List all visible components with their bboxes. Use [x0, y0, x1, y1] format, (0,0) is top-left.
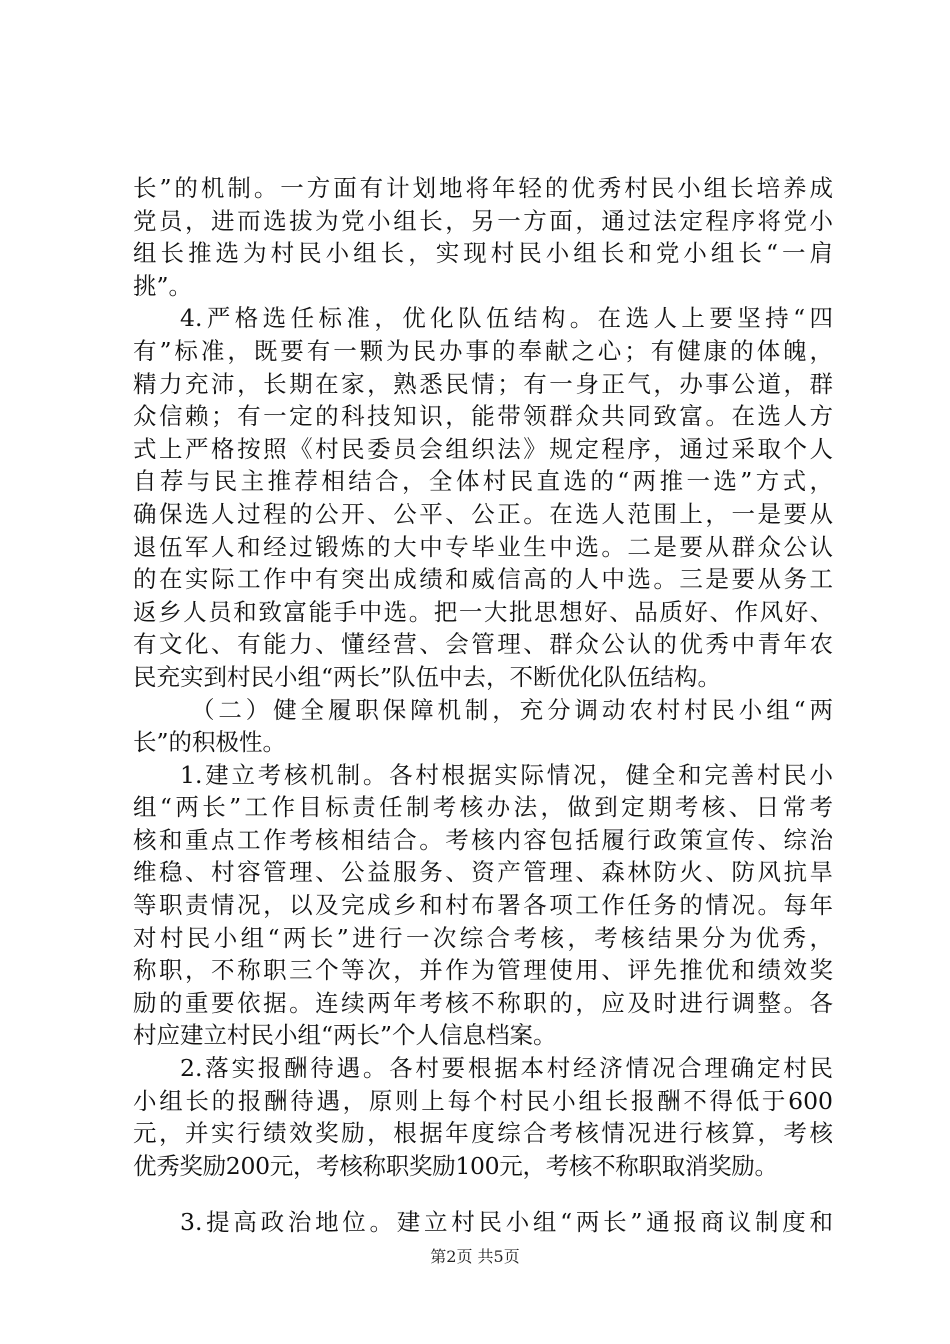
document-body: [133, 172, 833, 1239]
text-line: 的在实际工作中有突出成绩和威信高的人中选。三是要从务工: [133, 565, 833, 594]
text-line: 优秀奖励200元，考核称职奖励100元，考核不称职取消奖励。: [133, 1151, 778, 1180]
text-line: 自荐与民主推荐相结合，全体村民直选的“两推一选”方式，: [133, 467, 833, 496]
text-line: 维稳、村容管理、公益服务、资产管理、森林防火、防风抗旱: [133, 858, 833, 887]
text-line: 挑”。: [133, 271, 193, 300]
text-line: 村应建立村民小组“两长”个人信息档案。: [133, 1021, 557, 1050]
text-line: 对村民小组“两长”进行一次综合考核，考核结果分为优秀，: [133, 923, 833, 952]
text-line: 3.提高政治地位。建立村民小组“两长”通报商议制度和: [180, 1208, 833, 1237]
text-line: 核和重点工作考核相结合。考核内容包括履行政策宣传、综治: [133, 825, 833, 854]
text-line: 民充实到村民小组“两长”队伍中去，不断优化队伍结构。: [133, 662, 722, 691]
text-line: 1.建立考核机制。各村根据实际情况，健全和完善村民小: [180, 760, 833, 789]
text-line: 确保选人过程的公开、公平、公正。在选人范围上，一是要从: [133, 499, 833, 528]
text-line: 有文化、有能力、懂经营、会管理、群众公认的优秀中青年农: [133, 630, 833, 659]
text-line: 小组长的报酬待遇，原则上每个村民小组长报酬不得低于600: [133, 1086, 833, 1115]
section-heading-line: （二）健全履职保障机制，充分调动农村村民小组“两: [191, 695, 833, 724]
text-line: 党员，进而选拔为党小组长，另一方面，通过法定程序将党小: [133, 206, 833, 235]
page-number-footer: 第2页 共5页: [430, 1247, 520, 1266]
text-line: 返乡人员和致富能手中选。把一大批思想好、品质好、作风好、: [133, 597, 833, 626]
text-line: 精力充沛，长期在家，熟悉民情；有一身正气，办事公道，群: [133, 369, 833, 398]
text-line: 组“两长”工作目标责任制考核办法，做到定期考核、日常考: [133, 793, 833, 822]
text-line: 4.严格选任标准，优化队伍结构。在选人上要坚持“四: [180, 304, 833, 333]
text-line: 退伍军人和经过锻炼的大中专毕业生中选。二是要从群众公认: [133, 532, 833, 561]
text-line: 等职责情况，以及完成乡和村布署各项工作任务的情况。每年: [133, 891, 833, 920]
text-line: 长”的机制。一方面有计划地将年轻的优秀村民小组长培养成: [133, 174, 833, 202]
text-line: 组长推选为村民小组长，实现村民小组长和党小组长“一肩: [133, 239, 833, 268]
text-line: 2.落实报酬待遇。各村要根据本村经济情况合理确定村民: [180, 1054, 833, 1083]
text-line: 元，并实行绩效奖励，根据年度综合考核情况进行核算，考核: [133, 1119, 833, 1148]
text-line: 式上严格按照《村民委员会组织法》规定程序，通过采取个人: [133, 434, 833, 463]
section-heading-line: 长”的积极性。: [133, 728, 287, 757]
text-line: 励的重要依据。连续两年考核不称职的，应及时进行调整。各: [133, 988, 833, 1017]
text-line: 有”标准，既要有一颗为民办事的奉献之心；有健康的体魄，: [133, 336, 833, 365]
text-line: 称职，不称职三个等次，并作为管理使用、评先推优和绩效奖: [133, 956, 833, 985]
text-line: 众信赖；有一定的科技知识，能带领群众共同致富。在选人方: [133, 402, 833, 431]
paragraph-gap: [133, 1182, 833, 1206]
